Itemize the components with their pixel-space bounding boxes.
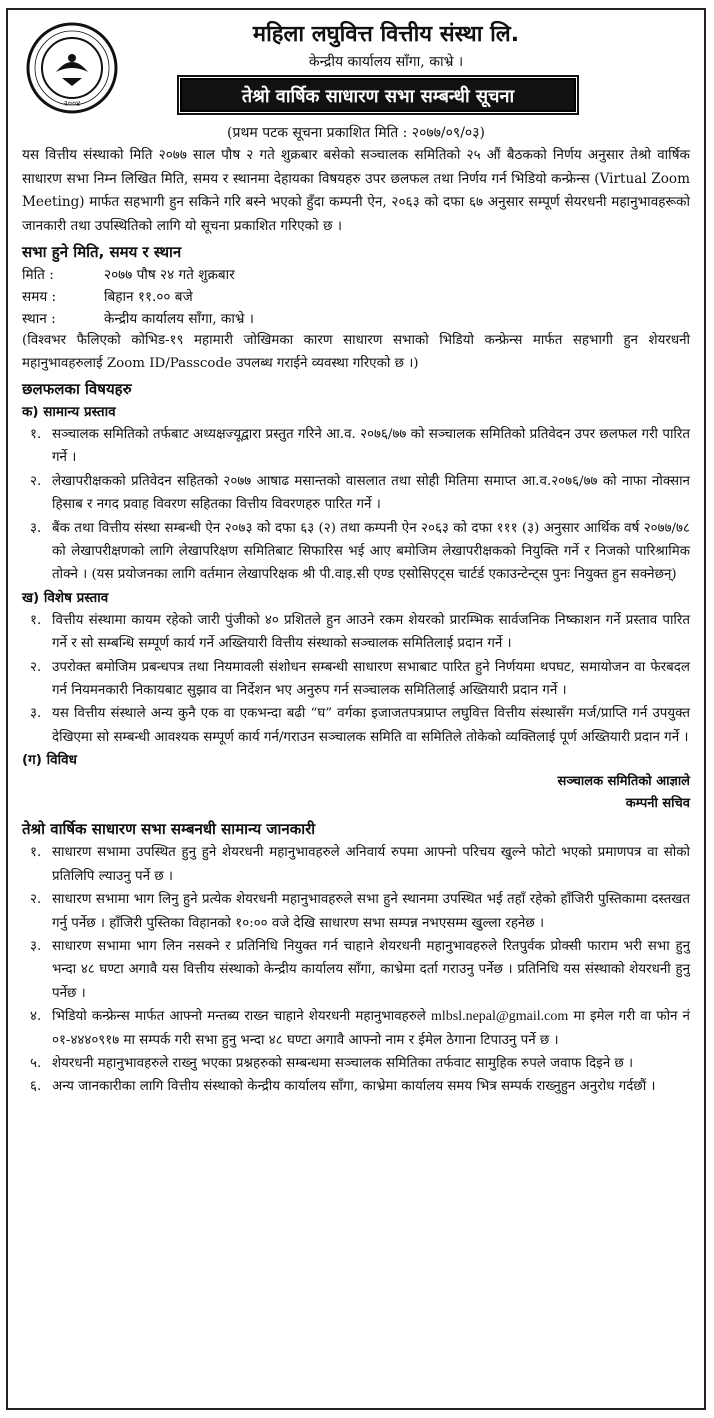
logo-year: २००४: [63, 99, 81, 108]
list-item: [22, 656, 690, 703]
intro-paragraph: यस वित्तीय संस्थाको मिति २०७७ साल पौष २ गते शुक्रबार बसेको सञ्चालक समितिको २५ औं बैठकको निर्णय अनुसार तेश्रो वार्षिक साधारण सभा निम्न लिखित मिति, समय र स्थानमा देहायका विषयहरु उपर छलफल तथा निर्णय गर्न भिडियो कन्फ्रेन्स (Virtual Zoom Meeting) मार्फत सहभागी हुन सकिने गरि बस्ने भएको हुँदा कम्पनी ऐन, २०६३ को दफा ६७ अनुसार सम्पूर्ण सेयरधनी महानुभावहरूको जानकारी तथा उपस्थितिको लागि यो सूचना प्रकाशित गरिएको छ ।: [22, 147, 690, 234]
general-proposal-heading: क) सामान्य प्रस्ताव: [22, 404, 116, 420]
list-item-text: अन्य जानकारीका लागि वित्तीय संस्थाको केन्द्रीय कार्यालय साँगा, काभ्रेमा कार्यालय समय भित्र सम्पर्क राख्नुहुन अनुरोध गर्दछौं ।: [52, 1079, 656, 1095]
list-item: [22, 517, 690, 587]
meeting-covid-note: (विश्वभर फैलिएको कोभिड-१९ महामारी जोखिमका कारण साधारण सभाको भिडियो कन्फ्रेन्स मार्फत सहभागी हुन शेयरधनी महानुभावहरुलाई Zoom ID/Passcode उपलब्ध गराईने व्यवस्था गरिएको छ ।): [22, 333, 690, 371]
special-proposal-list: [22, 609, 690, 749]
meeting-time-value: बिहान ११.०० बजे: [104, 289, 193, 305]
list-item-text-before: भिडियो कन्फ्रेन्स मार्फत आफ्नो मन्तब्य राख्न चाहाने शेयरधनी महानुभावहरुले: [52, 1009, 431, 1025]
list-item-number: १.: [30, 845, 42, 861]
list-item-text: लेखापरीक्षकको प्रतिवेदन सहितको २०७७ आषाढ मसान्तको वासलात तथा सोही मितिमा समाप्त आ.व.२०७६/७७ को नाफा नोक्सान हिसाब र नगद प्रवाह विवरण सहितका वित्तीय विवरणहरु पारित गर्ने ।: [52, 473, 690, 513]
meeting-place-value: केन्द्रीय कार्यालय साँगा, काभ्रे ।: [104, 311, 254, 327]
list-item-number: १.: [30, 612, 42, 628]
meeting-time-label: समय :: [22, 289, 57, 305]
list-item: [22, 1005, 690, 1052]
agenda-heading: छलफलका विषयहरु: [22, 380, 132, 398]
list-item-text: [52, 1005, 690, 1052]
list-item-text: साधारण सभामा उपस्थित हुनु हुने शेयरधनी महानुभावहरुले अनिवार्य रुपमा आफ्नो परिचय खुल्ने फोटो भएको प्रमाणपत्र वा सोको प्रतिलिपि ल्याउनु पर्ने छ ।: [52, 845, 690, 884]
list-item: [22, 1052, 690, 1075]
list-item: [22, 470, 690, 517]
list-item-number: ३.: [30, 520, 42, 536]
notice-header: [22, 18, 690, 130]
general-info-heading: तेश्रो वार्षिक साधारण सभा सम्बनधी सामान्य जानकारी: [22, 820, 316, 839]
meeting-place-label: स्थान :: [22, 311, 56, 327]
misc-heading: (ग) विविध: [22, 752, 77, 769]
meeting-place-row: [22, 308, 690, 330]
general-info-list: [22, 841, 690, 1098]
meeting-date-row: [22, 264, 690, 286]
list-item: [22, 609, 690, 656]
list-item: [22, 423, 690, 470]
organization-address: केन्द्रीय कार्यालय साँगा, काभ्रे ।: [308, 54, 464, 70]
list-item-number: १.: [30, 427, 42, 442]
list-item-number: ३.: [30, 706, 42, 722]
list-item-text: सञ्चालक समितिको तर्फबाट अध्यक्षज्यूद्वारा प्रस्तुत गरिने आ.व. २०७६/७७ को सञ्चालक समितिको प्रतिवेदन उपर छलफल गरी पारित गर्ने ।: [52, 427, 690, 466]
list-item-number: २.: [30, 659, 42, 675]
list-item-text: उपरोक्त बमोजिम प्रबन्धपत्र तथा नियमावली संशोधन सम्बन्धी साधारण सभाबाट पारित हुने निर्णयमा थपघट, समायोजन वा फेरबदल गर्न नियमनकारी निकायबाट सुझाव वा निर्देशन भए अनुरुप गर्न सञ्चालक समितिलाई अख्तियारी प्रदान गर्ने ।: [52, 659, 690, 699]
special-proposal-heading: ख) विशेष प्रस्ताव: [22, 589, 109, 606]
list-item-number: ५.: [30, 1055, 42, 1071]
general-proposal-list: [22, 423, 690, 587]
list-item: [22, 888, 690, 935]
notice-frame: [6, 8, 706, 1410]
list-item-number: ४.: [30, 1009, 42, 1025]
contact-email: mlbsl.nepal@gmail.com: [430, 1009, 569, 1025]
list-item-number: ६.: [30, 1079, 42, 1095]
meeting-time-row: [22, 286, 690, 308]
signature-line-2: कम्पनी सचिव: [625, 796, 690, 812]
organization-name: महिला लघुवित्त वित्तीय संस्था लि.: [252, 22, 520, 47]
list-item-text: बैंक तथा वित्तीय संस्था सम्बन्धी ऐन २०७३ को दफा ६३ (२) तथा कम्पनी ऐन २०६३ को दफा १११ (३) अनुसार आर्थिक वर्ष २०७७/७८ को लेखापरीक्षणको लागि लेखापरिक्षण समितिबाट सिफारिस भई आए बमोजिम लेखापरीक्षकको नियुक्ति गर्ने र निजको पारिश्रामिक तोक्ने । (यस प्रयोजनका लागि वर्तमान लेखापरिक्षक श्री पी.वाइ.सी एण्ड एसोसिएट्स चार्टर्ड एकाउन्टेन्ट्स पुनः नियुक्त हुन सक्नेछन्): [52, 520, 690, 583]
meeting-date-value: २०७७ पौष २४ गते शुक्रबार: [104, 267, 235, 283]
list-item-number: ३.: [30, 938, 42, 954]
meeting-heading: सभा हुने मिति, समय र स्थान: [22, 243, 182, 261]
list-item-number: २.: [30, 892, 42, 908]
list-item-text: साधारण सभामा भाग लिन नसक्ने र प्रतिनिधि नियुक्त गर्न चाहाने शेयरधनी महानुभावहरुले रितपुर्वक प्रोक्सी फाराम भरी सभा हुनु भन्दा ४८ घण्टा अगावै यस वित्तीय संस्थाको केन्द्रीय कार्यालय साँगा, काभ्रेमा दर्ता गराउनु पर्नेछ । प्रतिनिधि यस संस्थाको शेयरधनी हुनु पर्नेछ ।: [52, 938, 690, 1001]
notice-title-banner: तेश्रो वार्षिक साधारण सभा सम्बन्धी सूचना: [180, 78, 576, 112]
list-item-text: वित्तीय संस्थामा कायम रहेको जारी पुंजीको ४० प्रशितले हुन आउने रकम शेयरको प्रारम्भिक सार्वजनिक निष्काशन गर्ने प्रस्ताव पारित गर्ने र सो सम्बन्धि सम्पूर्ण कार्य गर्ने अख्तियारी वित्तीय संस्थाको सञ्चालक समितिलाई प्रदान गर्ने ।: [52, 612, 690, 652]
list-item-text: साधारण सभामा भाग लिनु हुने प्रत्येक शेयरधनी महानुभावहरुले सभा हुने स्थानमा उपस्थित भई तहाँ रहेको हाँजिरी पुस्तिकामा दस्तखत गर्नु पर्नेछ । हाँजिरी पुस्तिका विहानको १०:०० वजे देखि साधारण सभा सम्पन्न नभएसम्म खुल्ला रहनेछ ।: [52, 892, 690, 931]
list-item-number: २.: [30, 473, 42, 489]
signature-line-1: सञ्चालक समितिको आज्ञाले: [557, 774, 690, 790]
meeting-date-label: मिति :: [22, 267, 54, 283]
list-item-text: यस वित्तीय संस्थाले अन्य कुनै एक वा एकभन्दा बढी “घ” वर्गका इजाजतपत्रप्राप्त लघुवित्त वित्तीय संस्थासँग मर्ज/प्राप्ति गर्न उपयुक्त देखिएमा सो सम्बन्धी आवश्यक सम्पूर्ण कार्य गर्न/गराउन सञ्चालक समिति वा समितिले तोकेको व्यक्तिलाई पूर्ण अख्तियारी प्रदान गर्ने ।: [52, 706, 690, 745]
list-item: [22, 841, 690, 888]
publication-date: (प्रथम पटक सूचना प्रकाशित मिति : २०७७/०९/०३): [227, 125, 485, 141]
list-item: [22, 702, 690, 749]
list-item: [22, 935, 690, 1005]
list-item: [22, 1075, 690, 1098]
list-item-text-after: मा इमेल गरी वा फोन नं ०१-४४४०९१७ मा सम्पर्क गरी सभा हुनु भन्दा ४८ घण्टा अगावै आफ्नो नाम र ईमेल ठेगाना टिपाउनु पर्ने छ ।: [52, 1009, 690, 1048]
list-item-text: शेयरधनी महानुभावहरुले राख्नु भएका प्रश्नहरुको सम्बन्धमा सञ्चालक समितिका तर्फवाट सामुहिक रुपले जवाफ दिइने छ ।: [52, 1055, 634, 1071]
